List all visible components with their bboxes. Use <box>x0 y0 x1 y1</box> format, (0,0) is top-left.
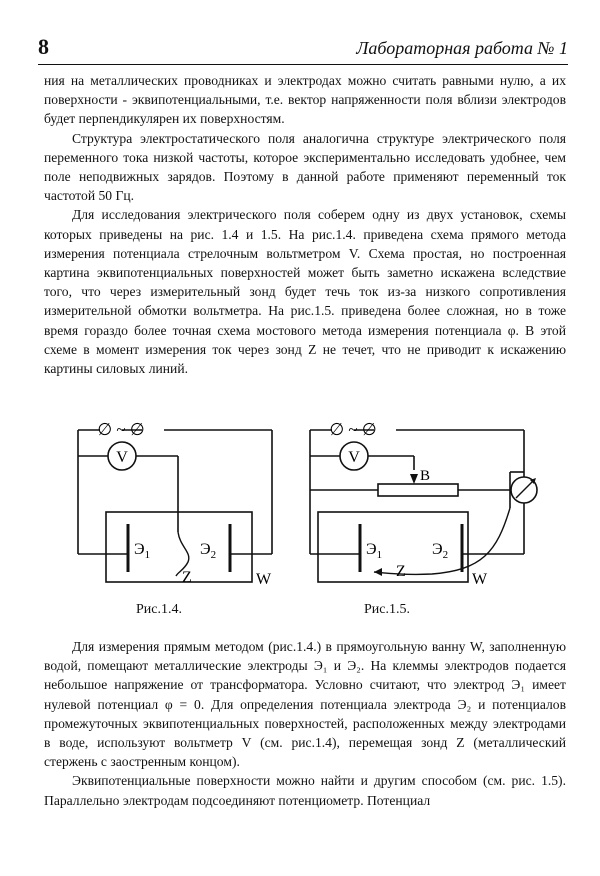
figures <box>60 412 560 622</box>
running-title: Лабораторная работа № 1 <box>356 38 568 58</box>
text-block-top <box>44 71 566 378</box>
paragraph: Эквипотенциальные поверхности можно найти и другим способом (см. рис. 1.5). Параллельно электродам подсоединяют потенциометр. Потенциал <box>44 773 566 808</box>
electrode-1-label: $Э_1$ <box>366 541 383 561</box>
electrode-1-label: $Э_1$ <box>134 541 151 561</box>
page-number: 8 <box>38 34 49 59</box>
figure-caption-1-4: Рис.1.4. <box>136 602 182 617</box>
probe-label: Z <box>396 563 406 580</box>
electrode-2-label: $Э_2$ <box>200 541 217 561</box>
bath-label: W <box>256 571 272 588</box>
source-terminals-label: ∅ ~ ∅ <box>329 420 377 439</box>
text-block-bottom <box>44 637 566 810</box>
page-header <box>38 34 568 64</box>
figure-caption-1-5: Рис.1.5. <box>364 602 410 617</box>
circuit-diagram-fig-1-4 <box>60 412 560 602</box>
header-rule <box>38 64 568 65</box>
paragraph: Для измерения прямым методом (рис.1.4.) в прямоугольную ванну W, заполненную водой, помещают металлические электроды Э₁ и Э₂. На клеммы электродов подается небольшое напряжение от трансформатора. Условно считают, что электрод Э₁ имеет нулевой потенциал φ = 0. Для определения потенциала электрода Э₂ и потенциалов промежуточных эквипотенциальных поверхностей, расположенных между электродами в воде, используют вольтметр V (см. рис.1.4), перемещая зонд Z (металлический стержень с заостренным концом). <box>44 639 566 770</box>
paragraph: Для исследования электрического поля соберем одну из двух установок, схемы которых приведены на рис. 1.4 и 1.5. На рис.1.4. приведена схема прямого метода измерения потенциала стрелочным вольтметром V. Схема простая, но построенная картина эквипотенциальных поверхностей может быть заметно искажена вследствие того, что через измерительный зонд будет течь ток из-за низкого сопротивления измерительной обмотки вольтметра. На рис.1.5. приведена более сложная, но в тоже время гораздо более точная схема мостового метода измерения потенциала φ. В этой схеме в момент измерения ток через зонд Z не течет, что не приводит к искажению картины силовых линий. <box>44 207 566 377</box>
source-terminals-label: ∅ ~ ∅ <box>97 420 145 439</box>
probe-arrow-icon <box>374 568 382 576</box>
slider-label: B <box>420 468 431 484</box>
voltmeter-label: V <box>348 449 360 466</box>
paragraph: Структура электростатического поля аналогична структуре электрического поля переменного тока низкой частоты, которое экспериментально исследовать удобнее, чем поле неподвижных зарядов. Поэтому в данной работе применяют переменный ток частотой 50 Гц. <box>44 130 566 204</box>
probe-label: Z <box>182 569 192 586</box>
paragraph: ния на металлических проводниках и электродах можно считать равными нулю, а их поверхности - эквипотенциальными, т.е. вектор напряженности поля вблизи электродов будет перпендикулярен их поверхностям. <box>44 73 566 127</box>
slider-arrow-icon <box>410 474 418 484</box>
voltmeter-label: V <box>116 449 128 466</box>
electrode-2-label: $Э_2$ <box>432 541 449 561</box>
bath-label: W <box>472 571 488 588</box>
